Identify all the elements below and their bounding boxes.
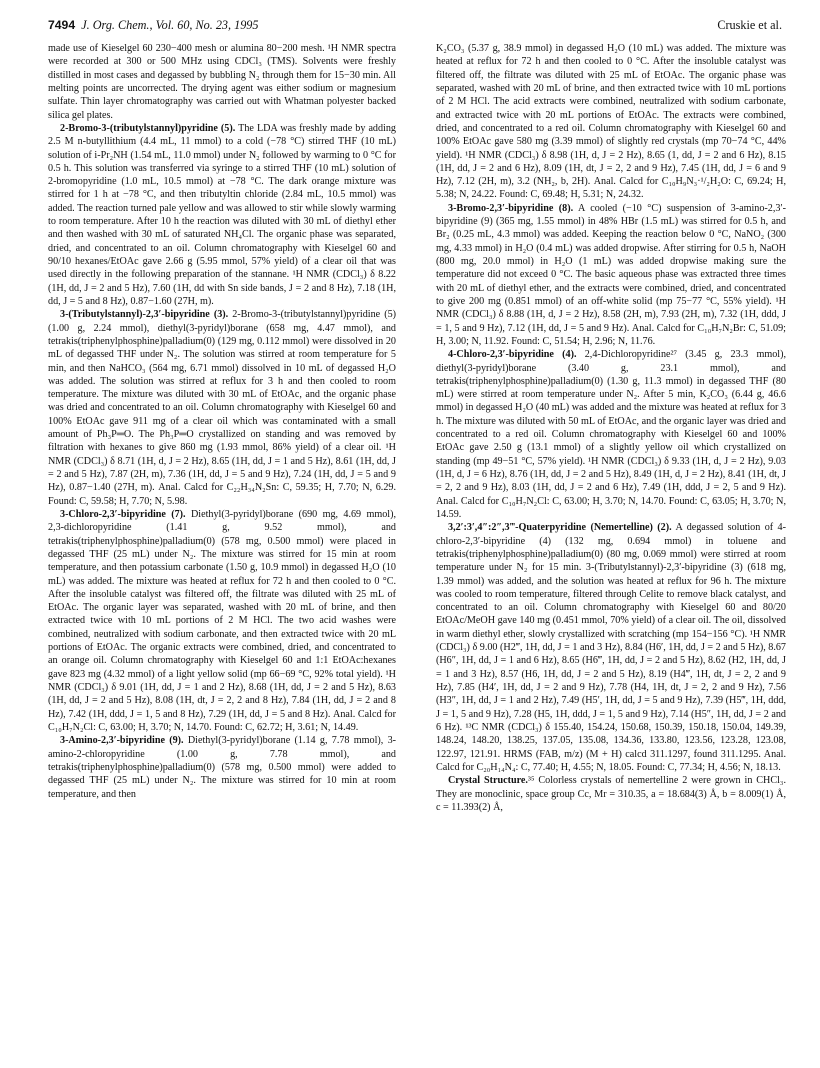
paragraph-text: A cooled (−10 °C) suspension of 3-amino-2,3′-bipyridine (9) (365 mg, 1.55 mmol) in 48% HBr (1.5 mL) was stirred for 0.5 h, and Br₂ (0.25 mL, 4.3 mmol) was added. Keeping the reaction below 0 °C, NaNO₂ (300 mg, 4.33 mmol) in H₂O (0.4 mL) was added dropwise. After stirring for 0.5 h, NaOH (800 mg, 20.0 mmol) in H₂O (1 mL) was added dropwise making sure the temperature did not exceed 0 °C. The basic aqueous phase was extracted three times with 20 mL of diethyl ether, and the extracts were combined, dried, and concentrated to give 200 mg (0.851 mmol) of an off-white solid (mp 75−77 °C, 55% yield). ¹H NMR (CDCl₃) δ 8.88 (1H, d, J = 2 Hz), 8.58 (2H, m), 7.93 (2H, m), 7.32 (1H, ddd, J = 1, 5 and 9 Hz), 7.12 (1H, dd, J = 5 and 9 Hz). Anal. Calcd for C₁₀H₇N₂Br: C, 51.09; H, 3.00; N, 11.92. Found: C, 51.54; H, 2.96; N, 11.76. <box>436 202 786 347</box>
paragraph <box>48 308 396 508</box>
running-header <box>48 18 782 38</box>
paragraph-title: 3-Chloro-2,3′-bipyridine (7). <box>60 508 186 520</box>
paragraph-title: 3-(Tributylstannyl)-2,3′-bipyridine (3). <box>60 309 229 321</box>
paragraph-text: ³⁵ Colorless crystals of nemertelline 2 were grown in CHCl₃. They are monoclinic, space group Cc, Mr = 310.35, a = 18.684(3) Å, b = 8.009(1) Å, c = 11.393(2) Å, <box>436 775 786 813</box>
paragraph-text: Diethyl(3-pyridyl)borane (1.14 g, 7.78 mmol), 3-amino-2-chloropyridine (1.00 g, 7.78 mmol), and tetrakis(triphenylphosphine)palladium(0) (578 mg, 0.500 mmol) were added to degassed THF (25 mL) under N₂. The mixture was stirred for 10 min at room temperature, and then <box>48 735 396 800</box>
paragraph <box>436 202 786 348</box>
header-authors: Cruskie et al. <box>717 18 782 32</box>
paragraph-title: 3-Bromo-2,3′-bipyridine (8). <box>448 202 574 214</box>
right-column <box>436 42 786 1057</box>
paragraph <box>48 42 396 122</box>
paragraph-text: Diethyl(3-pyridyl)borane (690 mg, 4.69 mmol), 2,3-dichloropyridine (1.41 g, 9.52 mmol), and tetrakis(triphenylphosphine)palladium(0) (578 mg, 0.500 mmol) were placed in degassed THF (25 mL) under N₂. The mixture was stirred for 15 min at room temperature, and then potassium carbonate (1.50 g, 10.9 mmol) in degassed H₂O (10 mL) was added. The mixture was heated at reflux for 72 h and then cooled to 0 °C. After the insoluble catalyst was filtered off, the filtrate was diluted with 25 mL of EtOAc. The organic layer was separated, washed with 20 mL of brine, and then extracted twice with 10 mL portions of 2 M HCl. The two acid washes were combined, neutralized with sodium carbonate, and then extracted twice with 20 mL portions of EtOAc. The organic extracts were combined, dried, and concentrated to an orange oil. Column chromatography with Kieselgel 60 and 1:1 EtOAc:hexanes gave 823 mg (4.32 mmol) of a light yellow solid (mp 66−69 °C, 92% total yield). ¹H NMR (CDCl₃) δ 9.01 (1H, dd, J = 1 and 2 Hz), 8.68 (1H, dd, J = 2 and 5 Hz), 8.63 (1H, dd, J = 2 and 5 Hz), 8.08 (1H, dt, J = 2, 2 and 8 Hz), 7.84 (1H, dd, J = 2 and 8 Hz), 7.42 (1H, ddd, J = 1, 5 and 8 Hz), 7.29 (1H, dd, J = 5 and 8 Hz). Anal. Calcd for C₁₀H₇N₂Cl: C, 63.00; H, 3.70; N, 14.70. Found: C, 62.72; H, 3.61; N, 14.49. <box>48 508 396 733</box>
paragraph <box>48 122 396 308</box>
left-column <box>48 42 396 1057</box>
journal-volume: Vol. 60, No. 23, 1995 <box>155 18 259 32</box>
page-number: 7494 <box>48 18 76 32</box>
paragraph <box>436 348 786 521</box>
paragraph <box>48 734 396 801</box>
paragraph-title: Crystal Structure. <box>448 775 528 787</box>
paragraph <box>436 42 786 202</box>
paragraph <box>436 521 786 774</box>
paragraph-text: The LDA was freshly made by adding 2.5 M n-butyllithium (4.4 mL, 11 mmol) to a cold (−78 °C) stirred THF (10 mL) solution of i-Pr₂NH (1.54 mL, 11.0 mmol) under N₂ followed by warming to 0 °C for 0.5 h. This solution was transferred via syringe to a stirred THF (10 mL) solution of 2-bromopyridine (1.0 mL, 10.5 mmol) at −78 °C. The dark orange mixture was stirred for 1 h at −78 °C, and then tributyltin chloride (2.84 mL, 10.5 mmol) was added. The reaction turned pale yellow and was allowed to stir while slowly warming to room temperature. After 10 h the reaction was diluted with 30 mL of diethyl ether and then washed with 30 mL of saturated NH₄Cl. The organic phase was separated, dried, and concentrated to an oil. Column chromatography with Kieselgel 60 and 90/10 hexanes/EtOAc gave 2.66 g (5.95 mmol, 57% yield) of a clear oil that was used directly in the following preparation of the stannane. ¹H NMR (CDCl₃) δ 8.22 (1H, dd, J = 2 and 5 Hz), 7.60 (1H, dd with Sn side bands, J = 2 and 8 Hz), 7.18 (1H, dd, J = 5 and 8 Hz), 0.87−1.60 (27H, m). <box>48 122 396 307</box>
paragraph-title: 2-Bromo-3-(tributylstannyl)pyridine (5). <box>60 122 236 134</box>
paragraph-title: 3-Amino-2,3′-bipyridine (9). <box>60 735 184 747</box>
paragraph-text: A degassed solution of 4-chloro-2,3′-bipyridine (4) (132 mg, 0.694 mmol) in toluene and tetrakis(triphenylphosphine)palladium(0) (80 mg, 0.069 mmol) were stirred at room temperature under N₂ for 15 min. 3-(Tributylstannyl)-2,3′-bipyridine (3) (618 mg, 1.39 mmol) was added, and the solution was heated at reflux for 96 h. The mixture was cooled to room temperature, filtered through Celite to remove black catalyst, and concentrated to an oil. Column chromatography with Kieselgel 60 and 80/20 EtOAc/MeOH gave 140 mg (0.451 mmol, 70% yield) of a clear oil. The oil, dissolved in warm diethyl ether, slowly crystallized with scratching (mp 154−156 °C). ¹H NMR (CDCl₃) δ 9.00 (H2‴, 1H, dd, J = 1 and 3 Hz), 8.84 (H6′, 1H, dd, J = 2 and 5 Hz), 8.67 (H6″, 1H, dd, J = 1 and 6 Hz), 8.65 (H6‴, 1H, dd, J = 2 and 5 Hz), 8.62 (H2, 1H, dd, J = 1 and 3 Hz), 8.57 (H6, 1H, dd, J = 2 and 5 Hz), 8.19 (H4‴, 1H, dt, J = 2, 2 and 9 Hz), 7.85 (H4′, 1H, dd, J = 2 and 9 Hz), 7.78 (H4, 1H, dt, J = 2, 2 and 9 Hz), 7.56 (H3″, 1H, dd, J = 1 and 2 Hz), 7.49 (H5′, 1H, dd, J = 5 and 9 Hz), 7.39 (H5‴, 1H, ddd, J = 1, 5 and 9 Hz), 7.28 (H5, 1H, ddd, J = 1, 5 and 9 Hz), 7.14 (H5″, 1H, dd, J = 2 and 6 Hz). ¹³C NMR (CDCl₃) δ 155.40, 154.24, 150.68, 150.39, 150.18, 150.04, 149.39, 148.24, 148.20, 138.25, 137.05, 135.08, 134.36, 133.80, 123.56, 123.28, 123.08, 122.97, 121.91. HRMS (FAB, m/z) (M + H) calcd 311.1297, found 311.1295. Anal. Calcd for C₂₀H₁₄N₄: C, 77.40; H, 4.55; N, 18.05. Found: C, 77.34; H, 4.56; N, 18.13. <box>436 522 786 773</box>
paragraph-text: made use of Kieselgel 60 230−400 mesh or alumina 80−200 mesh. ¹H NMR spectra were recorded at 300 or 500 MHz using CDCl₃ (TMS). Solvents were freshly distilled in most cases and degassed by bubbling N₂ through them for 15−30 min. All melting points are uncorrected. The drying agent was either sodium or magnesium sulfate. Thin layer chromatography was carried out with Whatman polyester backed silica gel plates. <box>48 43 396 121</box>
journal-name: J. Org. Chem., <box>81 18 153 32</box>
paragraph-title: 3,2′:3′,4″:2″,3‴-Quaterpyridine (Nemertelline) (2). <box>448 522 672 534</box>
paragraph-title: 4-Chloro-2,3′-bipyridine (4). <box>448 349 577 361</box>
paragraph-text: K₂CO₃ (5.37 g, 38.9 mmol) in degassed H₂O (10 mL) was added. The mixture was heated at reflux for 72 h and then cooled to 0 °C. After the insoluble catalyst was filtered off, the filtrate was diluted with 25 mL of EtOAc. The organic phase was separated, washed with 20 mL of brine, and then extracted twice with 10 mL portions of 2 M HCl. The acid extracts were combined, neutralized with sodium carbonate, and extracted twice with 20 mL portions of EtOAc. The extracts were combined, dried, and concentrated to a red oil. Column chromatography with Kieselgel 60 and 100% EtOAc gave 580 mg (3.39 mmol) of slightly red crystals (mp 70−74 °C, 44% yield). ¹H NMR (CDCl₃) δ 8.98 (1H, d, J = 2 Hz), 8.65 (1, dd, J = 2 and 6 Hz), 8.15 (1H, dd, J = 2 and 6 Hz), 8.09 (1H, dt, J = 2, 2 and 9 Hz), 7.45 (1H, dd, J = 6 and 9 Hz), 7.12 (2H, m), 3.2 (NH₂, b, 2H). Anal. Calcd for C₁₀H₉N₃·¹/₂H₂O: C, 69.24; H, 5.38; N, 24.22. Found: C, 69.48; H, 5.31; N, 24.32. <box>436 43 786 201</box>
paragraph <box>436 774 786 814</box>
paragraph-text: 2,4-Dichloropyridine²⁷ (3.45 g, 23.3 mmol), diethyl(3-pyridyl)borane (3.40 g, 23.1 mmol), and tetrakis(triphenylphosphine)palladium(0) (1.30 g, 11.3 mmol) in degassed THF (80 mL) were stirred at room temperature under N₂. After 5 min, K₂CO₃ (6.44 g, 46.6 mmol) in degassed H₂O (40 mL) was added and the mixture was heated at reflux for 3 h. The mixture was diluted with 50 mL of EtOAc, and the organic layer was dried and concentrated to a red oil. Column chromatography with Kieselgel 60 and 100% EtOAc gave 2.50 g (13.1 mmol) of a slightly yellow oil which crystallized on standing (mp 49−51 °C, 57% yield). ¹H NMR (CDCl₃) δ 9.33 (1H, d, J = 2 Hz), 9.03 (1H, d, J = 6 Hz), 8.76 (1H, dd, J = 2 and 5 Hz), 8.49 (1H, d, J = 2 Hz), 8.41 (1H, dt, J = 2, 2 and 9 Hz), 8.03 (1H, dd, J = 2 and 6 Hz), 7.49 (1H, ddd, J = 2, 5 and 9 Hz). Anal. Calcd for C₁₀H₇N₂Cl: C, 63.00; H, 3.70; N, 14.70. Found: C, 63.05; H, 3.70; N, 14.59. <box>436 349 786 520</box>
header-left <box>48 18 259 33</box>
paragraph <box>48 508 396 734</box>
paragraph-text: 2-Bromo-3-(tributylstannyl)pyridine (5) (1.00 g, 2.24 mmol), diethyl(3-pyridyl)borane (658 mg, 4.47 mmol), and tetrakis(triphenylphosphine)palladium(0) (129 mg, 0.112 mmol) were dissolved in 20 mL of degassed THF under N₂. The solution was stirred at room temperature for 5 min, and then NaHCO₃ (564 mg, 6.71 mmol) dissolved in 10 mL of degassed H₂O was added. The solution was stirred at reflux for 3 h and then cooled to room temperature. The mixture was diluted with 30 mL of EtOAc, and the organic phase was dried and concentrated to an oil. Column chromatography with Kieselgel 60 and 100% EtOAc gave 911 mg of a clear oil which was contaminated with a small amount of Ph₃P═O. The Ph₃P═O crystallized on standing and was removed by filtration with hexanes to give 860 mg (1.93 mmol, 86% yield) of a clear oil. ¹H NMR (CDCl₃) δ 8.71 (1H, d, J = 2 Hz), 8.65 (1H, dd, J = 1 and 5 Hz), 8.61 (1H, dd, J = 2 and 5 Hz), 7.87 (2H, m), 7.36 (1H, dd, J = 5 and 9 Hz), 7.24 (1H, dd, J = 5 and 9 Hz), 0.87−1.40 (27H, m). Anal. Calcd for C₂₂H₃₄N₂Sn: C, 59.35; H, 7.70; N, 6.29. Found: C, 59.58; H, 7.70; N, 5.98. <box>48 309 396 507</box>
